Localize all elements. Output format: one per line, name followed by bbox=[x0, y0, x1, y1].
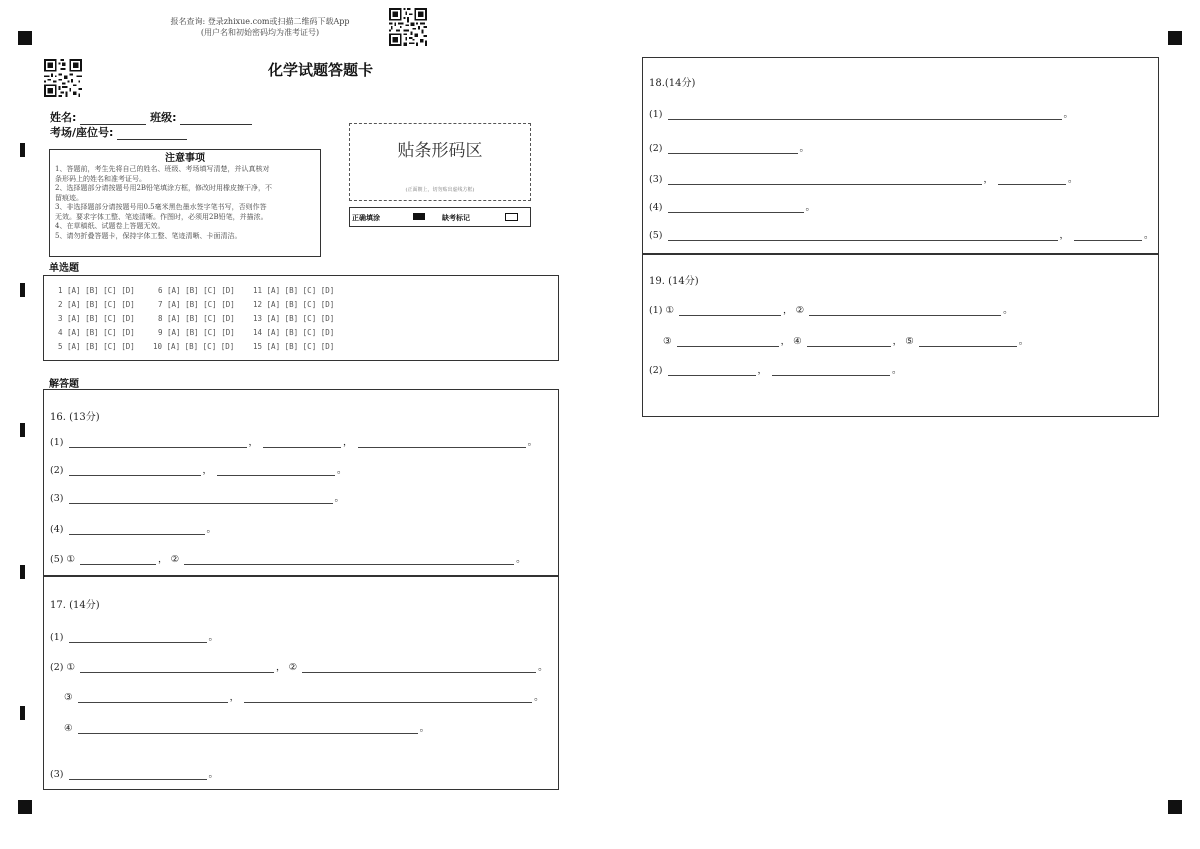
answer-blank[interactable] bbox=[668, 230, 1058, 241]
corner-mark-top-left bbox=[18, 31, 32, 45]
class-label: 班级: bbox=[150, 111, 177, 124]
choice-item[interactable]: 6 [A] [B] [C] [D] bbox=[158, 286, 235, 295]
qr-code-icon bbox=[388, 7, 428, 47]
answer-blank[interactable] bbox=[217, 465, 335, 476]
room-seat-field[interactable] bbox=[117, 129, 187, 140]
q17-part-3: (3) 。 bbox=[50, 769, 219, 780]
header-line-1: 报名查询: 登录zhixue.com或扫描二维码下载App bbox=[170, 17, 350, 26]
single-choice-box bbox=[43, 275, 559, 361]
question-17-box bbox=[43, 576, 559, 790]
corner-mark-bottom-left bbox=[18, 800, 32, 814]
timing-mark bbox=[20, 706, 25, 720]
q19-part-1-3: ③ ， ④ ， ⑤ 。 bbox=[663, 336, 1029, 347]
answer-blank[interactable] bbox=[302, 662, 536, 673]
answer-blank[interactable] bbox=[69, 632, 207, 643]
student-info-row bbox=[50, 109, 252, 125]
notice-line: 5、请勿折叠答题卡，保持字体工整、笔迹清晰、卡面清洁。 bbox=[55, 231, 242, 240]
choice-item[interactable]: 9 [A] [B] [C] [D] bbox=[158, 328, 235, 337]
answer-blank[interactable] bbox=[244, 692, 532, 703]
q18-part-3: (3) ， 。 bbox=[649, 174, 1078, 185]
correct-fill-label: 正确填涂 bbox=[352, 214, 380, 222]
absent-label: 缺考标记 bbox=[442, 214, 470, 222]
timing-mark bbox=[20, 283, 25, 297]
answer-blank[interactable] bbox=[668, 365, 756, 376]
answer-section-label: 解答题 bbox=[49, 379, 79, 390]
name-label: 姓名: bbox=[50, 111, 77, 124]
q16-part-1: (1) ， ， 。 bbox=[50, 437, 538, 448]
answer-blank[interactable] bbox=[807, 336, 891, 347]
notice-title: 注意事项 bbox=[165, 153, 205, 164]
notice-box bbox=[49, 149, 321, 257]
seat-info-row bbox=[50, 124, 187, 140]
choice-item[interactable]: 13 [A] [B] [C] [D] bbox=[253, 314, 335, 323]
answer-blank[interactable] bbox=[80, 662, 274, 673]
choice-item[interactable]: 10 [A] [B] [C] [D] bbox=[153, 342, 235, 351]
question-18-box bbox=[642, 57, 1159, 254]
q16-part-3: (3) 。 bbox=[50, 493, 345, 504]
notice-line: 1、答题前，考生先将自己的姓名、班级、考场填写清楚，并认真核对 bbox=[55, 165, 270, 173]
answer-blank[interactable] bbox=[677, 336, 779, 347]
barcode-title: 贴条形码区 bbox=[397, 141, 483, 161]
question-19-box bbox=[642, 254, 1159, 417]
barcode-area[interactable] bbox=[349, 123, 531, 201]
notice-line: 留痕迹。 bbox=[55, 193, 83, 202]
timing-mark bbox=[20, 143, 25, 157]
notice-line: 无效。要求字体工整、笔迹清晰。作图时，必须用2B铅笔，并描浓。 bbox=[55, 212, 268, 221]
answer-blank[interactable] bbox=[679, 305, 781, 316]
answer-blank[interactable] bbox=[668, 143, 798, 154]
choice-item[interactable]: 7 [A] [B] [C] [D] bbox=[158, 300, 235, 309]
q16-part-4: (4) 。 bbox=[50, 524, 217, 535]
answer-blank[interactable] bbox=[772, 365, 890, 376]
answer-blank[interactable] bbox=[78, 692, 228, 703]
qr-code-icon bbox=[43, 58, 83, 98]
barcode-subtitle: (正面朝上，切勿贴出虚线方框) bbox=[405, 187, 475, 193]
choice-item[interactable]: 3 [A] [B] [C] [D] bbox=[58, 314, 135, 323]
q17-part-2: (2) ① ， ② 。 bbox=[50, 662, 548, 673]
answer-blank[interactable] bbox=[1074, 230, 1142, 241]
question-16-title: 16. (13分) bbox=[50, 412, 100, 423]
q18-part-4: (4) 。 bbox=[649, 202, 816, 213]
answer-blank[interactable] bbox=[358, 437, 526, 448]
q19-part-2: (2) ， 。 bbox=[649, 365, 902, 376]
answer-blank[interactable] bbox=[69, 465, 201, 476]
q17-part-2-3: ③ ， 。 bbox=[64, 692, 544, 703]
notice-line: 条形码上的姓名和准考证号。 bbox=[55, 174, 146, 183]
notice-line: 4、在草稿纸、试题卷上答题无效。 bbox=[55, 222, 165, 230]
room-seat-label: 考场/座位号: bbox=[50, 126, 114, 139]
answer-blank[interactable] bbox=[80, 554, 156, 565]
answer-blank[interactable] bbox=[809, 305, 1001, 316]
question-18-title: 18.(14分) bbox=[649, 78, 696, 89]
q18-part-5: (5) ， 。 bbox=[649, 230, 1154, 241]
choice-item[interactable]: 14 [A] [B] [C] [D] bbox=[253, 328, 335, 337]
absent-checkbox[interactable] bbox=[505, 213, 518, 221]
question-19-title: 19. (14分) bbox=[649, 276, 699, 287]
choice-item[interactable]: 11 [A] [B] [C] [D] bbox=[253, 286, 335, 295]
answer-blank[interactable] bbox=[919, 336, 1017, 347]
choice-item[interactable]: 4 [A] [B] [C] [D] bbox=[58, 328, 135, 337]
answer-blank[interactable] bbox=[69, 493, 333, 504]
answer-blank[interactable] bbox=[69, 524, 205, 535]
q16-part-2: (2) ， 。 bbox=[50, 465, 347, 476]
q17-part-1: (1) 。 bbox=[50, 632, 219, 643]
q19-part-1: (1) ① ， ② 。 bbox=[649, 305, 1013, 316]
q16-part-5: (5) ① ， ② 。 bbox=[50, 554, 526, 565]
answer-blank[interactable] bbox=[998, 174, 1066, 185]
corner-mark-bottom-right bbox=[1168, 800, 1182, 814]
class-field[interactable] bbox=[180, 114, 252, 125]
answer-blank[interactable] bbox=[263, 437, 341, 448]
q18-part-2: (2) 。 bbox=[649, 143, 810, 154]
question-16-box bbox=[43, 389, 559, 576]
choice-item[interactable]: 12 [A] [B] [C] [D] bbox=[253, 300, 335, 309]
notice-line: 2、选择题部分请按题号用2B铅笔填涂方框，修改时用橡皮擦干净，不 bbox=[55, 184, 273, 192]
notice-line: 3、非选择题部分请按题号用0.5毫米黑色墨水签字笔书写，否则作答 bbox=[55, 203, 267, 211]
answer-blank[interactable] bbox=[69, 437, 247, 448]
page-title: 化学试题答题卡 bbox=[268, 61, 374, 79]
timing-mark bbox=[20, 423, 25, 437]
header-line-2: (用户名和初始密码均为准考证号) bbox=[200, 28, 320, 37]
answer-blank[interactable] bbox=[668, 202, 804, 213]
q18-part-1: (1) 。 bbox=[649, 109, 1074, 120]
answer-blank[interactable] bbox=[69, 769, 207, 780]
choice-item[interactable]: 5 [A] [B] [C] [D] bbox=[58, 342, 135, 351]
filled-mark-icon bbox=[413, 213, 425, 220]
choice-item[interactable]: 2 [A] [B] [C] [D] bbox=[58, 300, 135, 309]
answer-blank[interactable] bbox=[78, 723, 418, 734]
answer-blank[interactable] bbox=[184, 554, 514, 565]
single-choice-label: 单选题 bbox=[49, 263, 79, 274]
timing-mark bbox=[20, 565, 25, 579]
choice-item[interactable]: 1 [A] [B] [C] [D] bbox=[58, 286, 135, 295]
question-17-title: 17. (14分) bbox=[50, 600, 100, 611]
corner-mark-top-right bbox=[1168, 31, 1182, 45]
answer-blank[interactable] bbox=[668, 109, 1062, 120]
choice-item[interactable]: 15 [A] [B] [C] [D] bbox=[253, 342, 335, 351]
header-info bbox=[160, 16, 360, 38]
answer-blank[interactable] bbox=[668, 174, 982, 185]
choice-item[interactable]: 8 [A] [B] [C] [D] bbox=[158, 314, 235, 323]
fill-legend bbox=[349, 207, 531, 227]
q17-part-2-4: ④ 。 bbox=[64, 723, 430, 734]
